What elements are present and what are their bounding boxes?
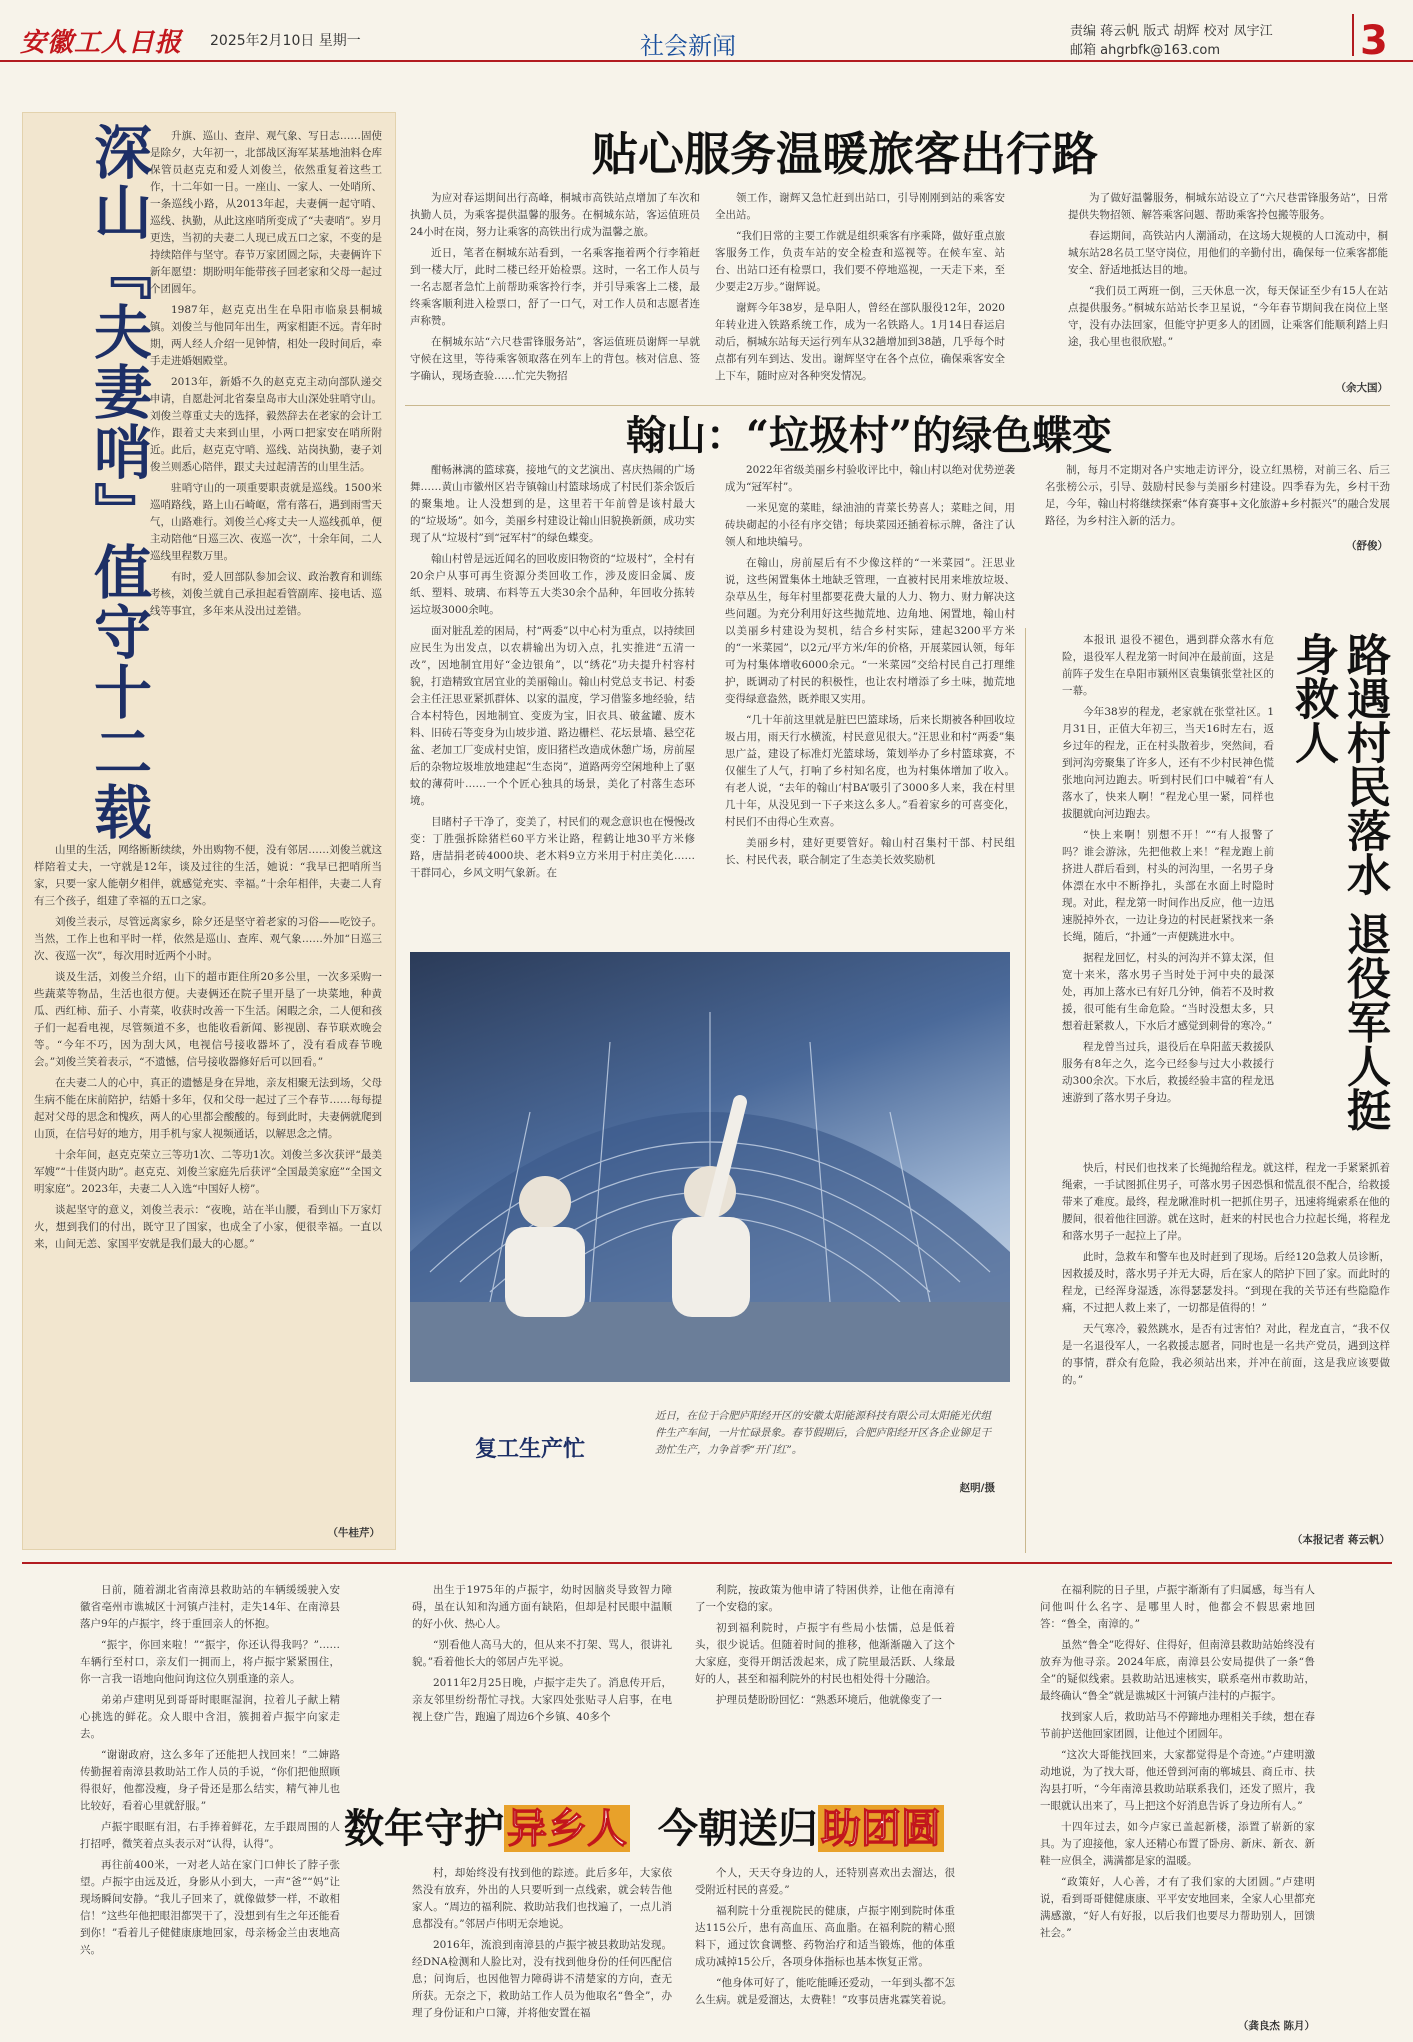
story4-byline: （龚良杰 陈月） (1237, 2020, 1315, 2032)
paragraph: 在夫妻二人的心中，真正的遗憾是身在异地，亲友相聚无法到场，父母生病不能在床前陪护，结婚十多年，仅和父母一起过了三个春节……每每提起对父母的思念和愧疚，两人的心里都会酸酸的。每到此时，夫妻俩就爬到山顶，在信号好的地方，用手机与家人视频通话，以解思念之情。 (34, 1077, 382, 1140)
paragraph: “快上来啊！别想不开！”“有人报警了吗？谁会游泳，先把他救上来！”程龙跑上前挤进人群后看到，村头的河沟里，一名男子身体漂在水中不断挣扎，头部在水面上时隐时现。对此，程龙第一时间作出反应，他一边迅速脱掉外衣，一边让身边的村民赶紧找来一条长绳，随后，“扑通”一声便跳进水中。 (1062, 829, 1274, 943)
paragraph: 翰山村曾是远近闻名的回收废旧物资的“垃圾村”，全村有20余户从事可再生资源分类回收工作，涉及废旧金属、废纸、塑料、玻璃、布料等五大类30余个品种，年回收分拣转运垃圾3000余吨。 (410, 553, 695, 616)
paragraph: 据程龙回忆，村头的河沟并不算太深，但宽十来米，落水男子当时处于河中央的最深处，再加上落水已有好几分钟，倘若不及时救援，很可能有生命危险。“当时没想太多，只想着赶紧救人，下水后才感觉到刺骨的寒冷。” (1062, 952, 1274, 1032)
section-title: 社会新闻 (640, 32, 736, 60)
paragraph: “振宇，你回来啦！”“振宇，你还认得我吗？”……车辆行至村口，亲友们一拥而上，将卢振宇紧紧围住，你一言我一语地向他问询这位久别重逢的亲人。 (80, 1639, 340, 1685)
paragraph: 在翰山，房前屋后有不少像这样的“一米菜园”。汪思业说，这些闲置集体土地缺乏管理，一直被村民用来堆放垃圾、杂草丛生，每年村里都要花费大量的人力、物力、财力解决这些问题。为充分利用好这些抛荒地、边角地、闲置地，翰山村以美丽乡村建设为契机，结合乡村实际，建起3200平方米的“一米菜园”，以2元/平方米/年的价格，开展菜园认领，每年可为村集体增收6000余元。“一米菜园”交给村民自己打理维护，既调动了村民的积极性，也让农村增添了乡土味，抛荒地变得绿意盎然，既养眼又实用。 (725, 557, 1015, 705)
paragraph: “我们日常的主要工作就是组织乘客有序乘降，做好重点旅客服务工作，负责车站的安全检查和巡视等。在候车室、站台、出站口还有检票口，我们要不停地巡视，一天走下来，至少要走2万步。”谢辉说。 (715, 230, 1005, 293)
photo-label: 复工生产忙 (475, 1436, 586, 1462)
side-story-text-top (150, 128, 382, 624)
paragraph: 刘俊兰表示，尽管远离家乡，除夕还是坚守着老家的习俗——吃饺子。当然，工作上也和平时一样，依然是巡山、查库、观气象……外加“日巡三次、夜巡一次”，每次用时近两个小时。 (34, 916, 382, 962)
paragraph: 护理员楚盼盼回忆：“熟悉环境后，他就像变了一 (716, 1694, 942, 1706)
solar-panel-workers-illustration (410, 952, 1010, 1382)
paragraph: 本报讯 退役不褪色，遇到群众落水有危险，退役军人程龙第一时间冲在最前面，这是前阵子发生在阜阳市颍州区袁集镇张堂社区的一幕。 (1062, 634, 1274, 697)
paragraph: 目睹村子干净了，变美了，村民们的观念意识也在慢慢改变：丁胜强拆除猪栏60平方米让路，程鹤让地30平方米修路，唐喆捐老砖4000块、老木料9立方米用于村庄美化……干群同心，乡风文明气象新。在 (410, 816, 695, 879)
paragraph: 领工作，谢辉又急忙赶到出站口，引导刚刚到站的乘客安全出站。 (715, 192, 1005, 221)
paragraph: “他身体可好了，能吃能睡还爱动，一年到头都不怎么生病。就是爱溜达，太费鞋！”攻事员唐兆霖笑着说。 (695, 1977, 955, 2006)
paragraph: 村，却始终没有找到他的踪迹。此后多年，大家依然没有放弃，外出的人只要听到一点线索，就会转告他家人。“周边的福利院、救助站我们也找遍了，一点儿消息都没有。”邻居卢伟明无奈地说。 (412, 1867, 672, 1930)
newspaper-logo: 安徽工人日报 (20, 28, 183, 58)
paragraph: 在福利院的日子里，卢振宇渐渐有了归属感，每当有人问他叫什么名字、是哪里人时，他都会不假思索地回答：“鲁全，南漳的。” (1040, 1584, 1315, 1630)
paragraph: 弟弟卢建明见到哥哥时眼眶湿润，拉着儿子献上精心挑选的鲜花。众人眼中含泪，簇拥着卢振宇向家走去。 (80, 1694, 340, 1740)
photo-caption: 近日，在位于合肥庐阳经开区的安徽太阳能源科技有限公司太阳能光伏组件生产车间，一片忙碌景象。春节假期后，合肥庐阳经开区各企业铆足干劲忙生产，力争首季“开门红”。 (655, 1410, 991, 1456)
paragraph: “我们员工两班一倒，三天休息一次，每天保证至少有15人在站点提供服务。”桐城东站站长李卫星说，“今年春节期间我在岗位上坚守，没有办法回家，但能守护更多人的团圆，让乘客们能顺利踏上归途，我心里也很欣慰。” (1068, 285, 1388, 348)
paragraph: 山里的生活，网络断断续续，外出购物不便，没有邻居……刘俊兰就这样陪着丈夫，一守就是12年，谈及过往的生活，她说：“我早已把哨所当家，只要一家人能朝夕相伴，就感觉充实、幸福。”十余年相伴，夫妻二人育有三个孩子，组建了幸福的五口之家。 (34, 844, 382, 907)
paragraph: 找到家人后，救助站马不停蹄地办理相关手续，想在春节前护送他回家团圆，让他过个团圆年。 (1040, 1711, 1315, 1740)
paragraph: 今年38岁的程龙，老家就在张堂社区。1月31日，正值大年初三，当天16时左右，返乡过年的程龙，正在村头散着步，突然间，看到河沟旁聚集了许多人，还有不少村民神色慌张地向河边跑去。听到村民们口中喊着“有人落水了，快来人啊！”程龙心里一紧，同样也拔腿就向河边跑去。 (1062, 706, 1274, 820)
paragraph: 有时，爱人回部队参加会议、政治教育和训练考核，刘俊兰就自己承担起看管副库、接电话、巡线等事宜，多年来从没出过差错。 (150, 571, 382, 617)
paragraph: 2016年，流浪到南漳县的卢振宇被县救助站发现。经DNA检测和人脸比对，没有找到他身份的任何匹配信息；问询后，也因他智力障碍讲不清楚家的方向，查无所获。无奈之下，救助站工作人员为他取名“鲁全”，办理了身份证和户口簿，并将他安置在福 (412, 1939, 672, 2019)
story4-col1 (80, 1582, 340, 1963)
side-story-byline: （牛桂芹） (327, 1527, 380, 1539)
story1-headline: 贴心服务温暖旅客出行路 (592, 127, 1098, 181)
paragraph: 2022年省级美丽乡村验收评比中，翰山村以绝对优势逆袭成为“冠军村”。 (725, 464, 1015, 493)
paragraph: 利院，按政策为他申请了特困供养，让他在南漳有了一个安稳的家。 (695, 1584, 955, 1613)
story4-headline (344, 1797, 944, 1854)
divider (22, 1562, 1392, 1564)
story4-col2-bottom (412, 1865, 672, 2026)
headline-part: 数年守护 (344, 1805, 504, 1852)
paragraph: 谈起坚守的意义，刘俊兰表示：“夜晚，站在半山腰，看到山下万家灯火，想到我们的付出，既守卫了国家，也成全了小家，便很幸福。一直以来，山间无恙、家国平安就是我们最大的心愿。” (34, 1204, 382, 1250)
side-story-title: 深山『夫妻哨』值守十二载 (84, 122, 152, 842)
paragraph: 为应对春运期间出行高峰，桐城市高铁站点增加了车次和执勤人员，为乘客提供温馨的服务。在桐城东站，客运值班员24小时在岗，努力让乘客的高铁出行成为温馨之旅。 (410, 192, 700, 238)
factory-photo (410, 952, 1010, 1382)
story2-col1 (410, 462, 695, 886)
paragraph: 个人，天天夺身边的人，还特别喜欢出去溜达，很受附近村民的喜爱。” (695, 1867, 955, 1896)
story4-col2-top (412, 1582, 672, 1730)
story1-byline: （余大国） (1335, 382, 1388, 394)
paragraph: 再往前400米，一对老人站在家门口伸长了脖子张望。卢振宇由远及近，身影从小到大，一声“爸”“妈”让现场瞬间安静。“我儿子回来了，就像做梦一样，不敢相信！”这些年他把眼泪都哭干了，没想到有生之年还能看到你！”看着儿子健健康康地回家，母亲杨金兰由衷地高兴。 (80, 1859, 340, 1956)
story2-col2 (725, 462, 1015, 873)
paragraph: “这次大哥能找回来，大家都觉得是个奇迹。”卢建明激动地说，为了找大哥，他还曾到河南的郸城县、商丘市、扶沟县打听，“今年南漳县救助站联系我们，还发了照片，我一眼就认出来了，马上把这个好消息告诉了身边所有人。” (1040, 1749, 1315, 1812)
paragraph: 1987年，赵克克出生在阜阳市临泉县桐城镇。刘俊兰与他同年出生，两家相距不远。青年时期，两人经人介绍一见钟情，相处一段时间后，牵手走进婚姻殿堂。 (150, 304, 382, 367)
paragraph: 春运期间，高铁站内人潮涌动，在这场大规模的人口流动中，桐城东站28名员工坚守岗位，用他们的辛勤付出，确保每一位乘客都能安全、舒适地抵达目的地。 (1068, 230, 1388, 276)
paragraph: 快后，村民们也找来了长绳抛给程龙。就这样，程龙一手紧紧抓着绳索，一手试图抓住男子，可落水男子因恐惧和慌乱很不配合，给救援带来了难度。最终，程龙瞅准时机一把抓住男子，迅速将绳索系在他的腰间，很着他往回游。就在这时，赶来的村民也合力拉起长绳，将程龙和落水男子一起拉上了岸。 (1062, 1162, 1390, 1242)
paragraph: “政策好，人心善，才有了我们家的大团圆。”卢建明说，看到哥哥健健康康、平平安安地回来，全家人心里都充满感激，“好人有好报，以后我们也要尽力帮助别人，回馈社会。” (1040, 1876, 1315, 1939)
issue-date: 2025年2月10日 星期一 (210, 33, 361, 49)
story1-col3 (1068, 190, 1388, 355)
headline-highlight: 助团圆 (818, 1805, 944, 1852)
paragraph: 为了做好温馨服务，桐城东站设立了“六尺巷雷锋服务站”，日常提供失物招领、解答乘客问题、帮助乘客拎包搬等服务。 (1068, 192, 1388, 221)
paragraph: 驻哨守山的一项重要职责就是巡线。1500米巡哨路线，路上山石崎岖，常有落石，遇到雨雪天气，山路难行。刘俊兰心疼丈夫一人巡线孤单，便主动陪他“日巡三次、夜巡一次”，十余年间，二人巡线里程数万里。 (150, 482, 382, 562)
paragraph: 2013年，新婚不久的赵克克主动向部队递交申请，自愿赴河北省秦皇岛市大山深处驻哨守山。刘俊兰尊重丈夫的选择，毅然辞去在老家的会计工作，跟着丈夫来到山里，小两口把家安在哨所附近。此后，赵克克守哨、巡线、站岗执勤，妻子刘俊兰则悉心陪伴，跟丈夫过起清苦的山里生活。 (150, 376, 382, 473)
story3-byline: （本报记者 蒋云帆） (1291, 1534, 1390, 1546)
paragraph: 此时，急救车和警车也及时赶到了现场。后经120急救人员诊断，因救援及时，落水男子并无大碍，后在家人的陪护下回了家。而此时的程龙，已经浑身湿透，冻得瑟瑟发抖。“到现在我的关节还有些隐隐作痛，不过把人救上来了，一切都是值得的！” (1062, 1251, 1390, 1314)
paragraph: 日前，随着湖北省南漳县救助站的车辆缓缓驶入安徽省亳州市谯城区十河镇卢洼村，走失14年、在南漳县落户9年的卢振宇，终于重回亲人的怀抱。 (80, 1584, 340, 1630)
story3-headline: 路遇村民落水 退役军人挺身救人 (1287, 632, 1390, 1132)
page-number-rule (1352, 14, 1354, 56)
editors-line: 责编 蒋云帆 版式 胡辉 校对 凤宇江 (1070, 24, 1273, 39)
paragraph: 十余年间，赵克克荣立三等功1次、二等功1次。刘俊兰多次获评“最美军嫂”“十佳贤内助”。赵克克、刘俊兰家庭先后获评“全国最美家庭”“全国文明家庭”。2023年，夫妻二人入选“中国好人榜”。 (34, 1149, 382, 1195)
side-story-text-bottom (34, 842, 382, 1257)
story3-text-bottom (1062, 1160, 1390, 1393)
paragraph: 在桐城东站“六尺巷雷锋服务站”，客运值班员谢辉一早就守候在这里，等待乘客领取落在列车上的背包。核对信息、签字确认，现场查验……忙完失物招 (410, 336, 700, 382)
paragraph: “别看他人高马大的，但从来不打架、骂人，很讲礼貌。”看着他长大的邻居卢先平说。 (412, 1639, 672, 1668)
paragraph: 程龙曾当过兵，退役后在阜阳蓝天救援队服务有8年之久，迄今已经参与过大小救援行动300余次。下水后，救援经验丰富的程龙迅速游到了落水男子身边。 (1062, 1041, 1274, 1104)
story1-col1 (410, 190, 700, 389)
paragraph: 一米见宽的菜畦，绿油油的青菜长势喜人；菜畦之间，用砖块砌起的小径有序交错；每块菜园还插着标示牌，备注了认领人和地块编号。 (725, 502, 1015, 548)
paragraph: 2011年2月25日晚，卢振宇走失了。消息传开后，亲友邻里纷纷帮忙寻找。大家四处张贴寻人启事，在电视上登广告，跑遍了周边6个乡镇、40多个 (412, 1677, 672, 1723)
paragraph: “几十年前这里就是脏巴巴篮球场，后来长期被各种回收垃圾占用，雨天行水横流，村民意见很大。”汪思业和村“两委”集思广益，建设了标准灯光篮球场，策划举办了乡村篮球赛，不仅催生了人气，打响了乡村知名度，也为村集体增加了收入。有老人说，“去年的翰山‘村BA’吸引了3000多人来，我在村里几十年，从没见到一下子来这么多人。”看着家乡的可喜变化，村民们不由得心生欢喜。 (725, 714, 1015, 828)
paragraph: “谢谢政府，这么多年了还能把人找回来！”二婶路传勤握着南漳县救助站工作人员的手说，“你们把他照顾得很好，他都没瘦，身子骨还是那么结实，精气神儿也比较好，看着心里就舒服。” (80, 1749, 340, 1812)
headline-part: 今朝送归 (657, 1805, 818, 1852)
paragraph: 近日，笔者在桐城东站看到，一名乘客拖着两个行李箱赶到一楼大厅，此时二楼已经开始检票。这时，一名工作人员与一名志愿者急忙上前帮助乘客拎行李，并引导乘客上二楼，最终乘客顺利进入检票口，舒了一口气，对工作人员和志愿者连声称赞。 (410, 247, 700, 327)
paragraph: 虽然“鲁全”吃得好、住得好，但南漳县救助站始终没有放弃为他寻亲。2024年底，南漳县公安局提供了一条“鲁全”的疑似线索。县救助站迅速核实，联系亳州市救助站，最终确认“鲁全”就是谯城区十河镇卢洼村的卢振宇。 (1040, 1639, 1315, 1702)
photo-credit: 赵明/摄 (959, 1482, 995, 1494)
story4-col4 (1040, 1582, 1315, 1946)
paragraph: 谈及生活，刘俊兰介绍，山下的超市距住所20多公里，一次多采购一些蔬菜等物品，生活也很方便。夫妻俩还在院子里开垦了一块菜地，种黄瓜、西红柿、茄子、小青菜，收获时改善一下生活。闲暇之余，二人便和孩子们一起看电视，尽管频道不多，也能收看新闻、影视剧、春节联欢晚会等。“今年不巧，因为刮大风，电视信号接收器坏了，没有看成春节晚会。”刘俊兰笑着表示，“不遗憾，信号接收器修好后可以回看。” (34, 971, 382, 1068)
paragraph: 酣畅淋漓的篮球赛，接地气的文艺演出、喜庆热闹的广场舞……黄山市徽州区岩寺镇翰山村篮球场成了村民们茶余饭后的聚集地。让人没想到的是，这里若干年前曾是该村最大的“垃圾场”。如今，美丽乡村建设让翰山旧貌换新颜，成功实现了从“垃圾村”到“冠军村”的绿色蝶变。 (410, 464, 695, 544)
email-line: 邮箱 ahgrbfk@163.com (1070, 43, 1221, 58)
paragraph: 美丽乡村，建好更要管好。翰山村召集村干部、村民组长、村民代表，联合制定了生态美长效奖励机 (725, 837, 1015, 866)
divider (1025, 628, 1026, 1553)
paragraph: 制，每月不定期对各户实地走访评分，设立红黑榜，对前三名、后三名张榜公示，引导、鼓励村民参与美丽乡村建设。四季春为先，乡村干劲足，今年，翰山村将继续探索“体育赛事+文化旅游+乡村振兴”的融合发展路径，为乡村注入新的活力。 (1045, 464, 1390, 527)
story4-col3-top (695, 1582, 955, 1713)
story2-byline: （舒俊） (1346, 540, 1388, 552)
paragraph: 面对脏乱差的困局，村“两委”以中心村为重点，以持续回应民生为出发点，以农耕输出为切入点，扎实推进“五清一改”，因地制宜用好“金边银角”，以“绣花”功夫提升村容村貌，打造精致宜居宜业的美丽翰山。翰山村党总支书记、村委会主任汪思亚紧抓群体、以家的温度，学习借鉴多地经验，结合本村特色，因地制宜、变废为宝，旧衣具、破盆罐、废木料、旧砖石等变身为山坡步道、路边栅栏、花坛景墙、悬空花盆、老加工厂变成村史馆，废旧猪栏改造成休憩广场，房前屋后的杂物垃圾堆放地建起“生态岗”，道路两旁空闲地种上了驱蚊的薄荷叶……一个个匠心独具的场景，美化了村落生态环境。 (410, 625, 695, 807)
headline-highlight: 异乡人 (504, 1805, 630, 1852)
story4-col3-bottom (695, 1865, 955, 2013)
story1-col2 (715, 190, 1005, 389)
paragraph: 天气寒冷，毅然跳水，是否有过害怕？对此，程龙直言，“我不仅是一名退役军人，一名救援志愿者，同时也是一名共产党员，遇到这样的事情，群众有危险，我必须站出来，并冲在前面，这是我应该要做的。” (1062, 1323, 1390, 1386)
paragraph: 谢辉今年38岁，是阜阳人，曾经在部队服役12年，2020年转业进入铁路系统工作，成为一名铁路人。1月14日春运启动后，桐城东站每天运行列车从32趟增加到38趟，几乎每个时点都有列车到达、发出。谢辉坚守在各个点位，确保乘客安全上下车，随时应对各种突发情况。 (715, 302, 1005, 382)
paragraph: 升旗、巡山、查岸、观气象、写日志……固使是除夕，大年初一，北部战区海军某基地油料仓库保管员赵克克和爱人刘俊兰，依然重复着这些工作，十二年如一日。一座山、一家人、一处哨所、一条巡线小路，从2013年起，夫妻俩一起守哨、巡线、执勤，从此这座哨所变成了“夫妻哨”。岁月更迭，当初的夫妻二人现已成五口之家，不变的是持续陪伴与坚守。春节万家团圆之际，夫妻俩许下新年愿望：期盼明年能带孩子回老家和父母一起过个团圆年。 (150, 130, 382, 295)
paragraph: 卢振宇眼眶有泪，右手捧着鲜花，左手跟周围的人打招呼，微笑着点头表示对“认得，认得”。 (80, 1821, 340, 1850)
paragraph: 初到福利院时，卢振宇有些局小怯懦，总是低着头，很少说话。但随着时间的推移，他渐渐融入了这个大家庭，变得开朗活泼起来，成了院里最活跃、人缘最好的人，甚至和福利院外的村民也相处得十分融洽。 (695, 1622, 955, 1685)
story2-col3 (1045, 462, 1390, 534)
paragraph: 出生于1975年的卢振宇，幼时因脑炎导致智力障碍，虽在认知和沟通方面有缺陷，但却是村民眼中温顺的好小伙、热心人。 (412, 1584, 672, 1630)
page-number: 3 (1360, 18, 1388, 64)
paragraph: 福利院十分重视院民的健康，卢振宇刚到院时体重达115公斤，患有高血压、高血脂。在福利院的精心照料下，通过饮食调整、药物治疗和适当锻炼，他的体重成功减掉15公斤，各项身体指标也基本恢复正常。 (695, 1905, 955, 1968)
editors-info (1070, 22, 1273, 60)
story2-headline: 翰山：“垃圾村”的绿色蝶变 (626, 412, 1113, 459)
story3-text-top (1062, 632, 1274, 1111)
paragraph: 十四年过去，如今卢家已盖起新楼，添置了崭新的家具。为了迎接他，家人还精心布置了卧房、新床、新衣、新鞋一应俱全，满满都是家的温暖。 (1040, 1821, 1315, 1867)
